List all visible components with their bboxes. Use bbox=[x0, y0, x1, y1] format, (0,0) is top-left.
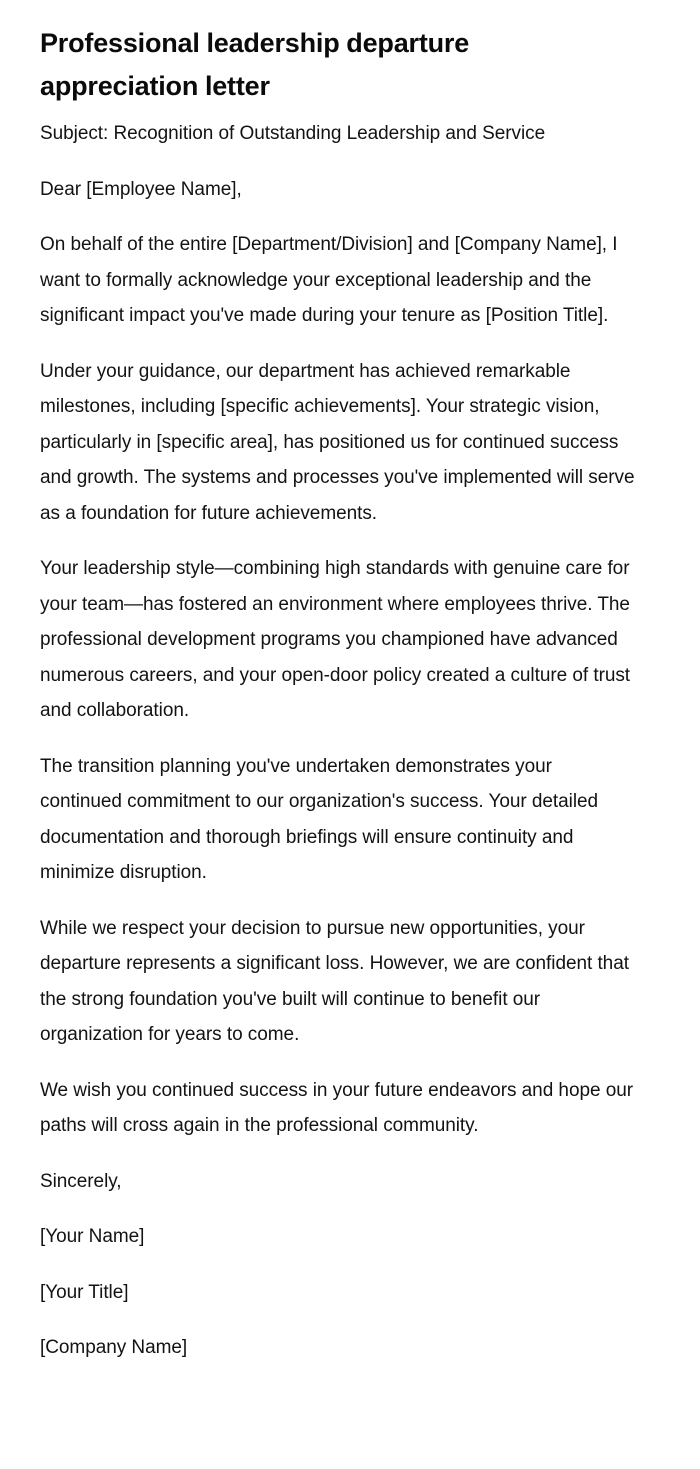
subject-line: Subject: Recognition of Outstanding Leadership and Service bbox=[40, 123, 546, 144]
body-paragraph-2: Under your guidance, our department has achieved remarkable milestones, including [specific achievements]. Your strategic vision, particularly in [specific area], has positioned us for continued success and growth. The systems and processes you've implemented will serve as a foundation for future achievements. bbox=[40, 360, 635, 524]
salutation: Dear [Employee Name], bbox=[40, 178, 242, 200]
closing-salutation: Sincerely, bbox=[40, 1170, 122, 1192]
signature-title: [Your Title] bbox=[40, 1281, 129, 1303]
signature-name: [Your Name] bbox=[40, 1226, 145, 1247]
body-paragraph-1: On behalf of the entire [Department/Division] and [Company Name], I want to formally acknowledge your exceptional leadership and the significant impact you've made during your tenure as [Position Title]. bbox=[40, 234, 618, 326]
page-title: Professional leadership departure appreciation letter bbox=[40, 28, 470, 101]
body-paragraph-5: While we respect your decision to pursue new opportunities, your departure represents a significant loss. However, we are confident that the strong foundation you've built will continue to benefit our organization for years to come. bbox=[40, 917, 629, 1045]
signature-company: [Company Name] bbox=[40, 1337, 188, 1358]
letter-body bbox=[40, 116, 638, 1366]
body-paragraph-6: We wish you continued success in your future endeavors and hope our paths will cross again in the professional community. bbox=[40, 1079, 634, 1136]
body-paragraph-3: Your leadership style—combining high standards with genuine care for your team—has fostered an environment where employees thrive. The professional development programs you championed have advanced numerous careers, and your open-door policy created a culture of trust and collaboration. bbox=[40, 558, 631, 721]
body-paragraph-4: The transition planning you've undertaken demonstrates your continued commitment to our organization's success. Your detailed documentation and thorough briefings will ensure continuity and minimize disruption. bbox=[40, 755, 599, 883]
